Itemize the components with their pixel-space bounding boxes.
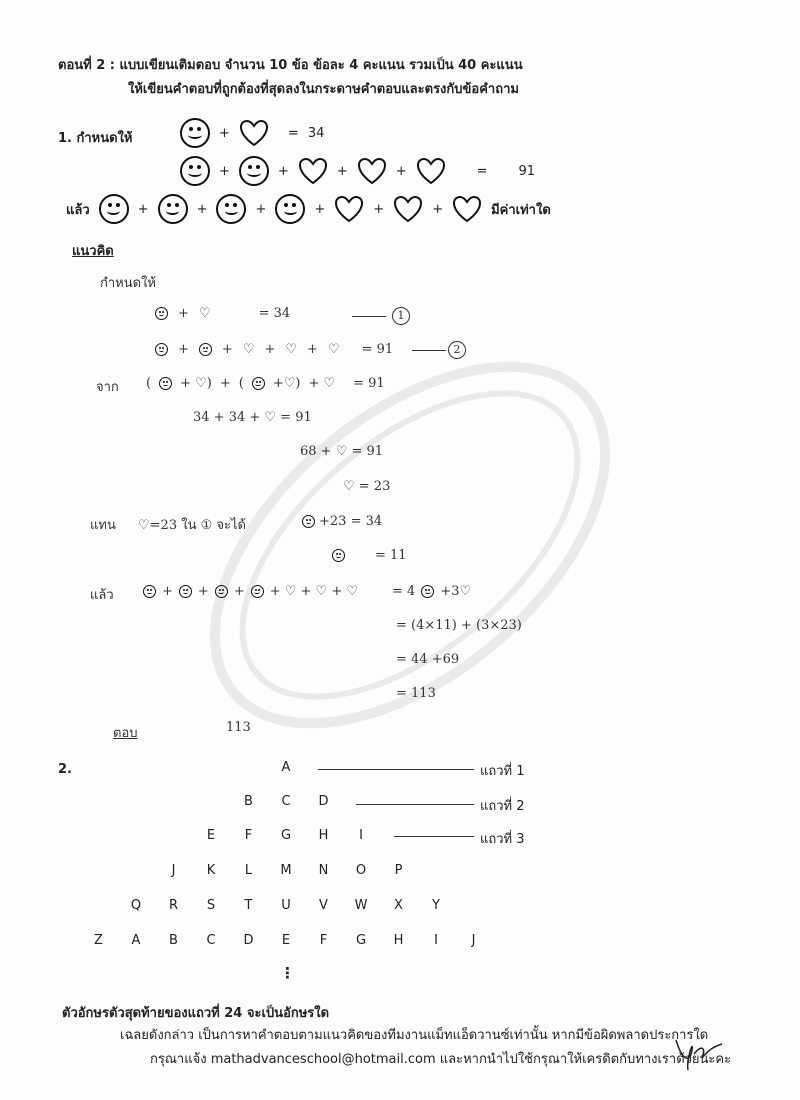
substitute-label: แทน — [90, 518, 116, 533]
grid-letter: S — [206, 898, 216, 913]
grid-letter: W — [354, 898, 368, 913]
substitute-result: +23 = 34 — [319, 514, 383, 529]
smiley-icon — [216, 194, 246, 224]
answer-value: 113 — [226, 720, 251, 735]
then-label: แล้ว — [66, 202, 90, 218]
heart-icon — [334, 195, 364, 223]
plus-sign: + — [137, 201, 149, 217]
smiley-icon — [332, 549, 345, 562]
grid-letter: X — [394, 898, 403, 913]
step1-connector — [352, 316, 386, 317]
grid-letter: H — [393, 933, 404, 948]
solution-line-c: ♡ = 23 — [343, 479, 391, 494]
smiley-icon — [251, 585, 264, 598]
plus-sign: + — [432, 201, 444, 217]
smiley-icon — [180, 156, 210, 186]
eq1-result: 34 — [307, 125, 325, 141]
row-3-leader — [394, 836, 474, 837]
grid-letter: T — [244, 898, 253, 913]
grid-letter: H — [318, 828, 329, 843]
smiley-icon — [252, 377, 265, 390]
step2-tag: 2 — [448, 341, 466, 359]
plus-sign: + — [219, 125, 230, 141]
smiley-icon — [215, 585, 228, 598]
then-line: + + + + ♡ + ♡ + ♡ = 4 +3♡ — [143, 584, 471, 599]
eq2-result: 91 — [518, 163, 536, 179]
calc-3: = 113 — [396, 686, 436, 701]
question-1-number: 1. กำหนดให้ — [58, 131, 133, 146]
question-ask: มีค่าเท่าใด — [491, 202, 551, 218]
smiley-icon — [158, 194, 188, 224]
grid-letter: C — [206, 933, 216, 948]
grid-letter: D — [318, 794, 329, 809]
grid-letter: K — [206, 863, 216, 878]
grid-letter: Q — [130, 898, 142, 913]
row-label-1: แถวที่ 1 — [480, 764, 525, 779]
plus-sign: + — [314, 201, 326, 217]
calc-2: = 44 +69 — [396, 652, 460, 667]
grid-letter: G — [280, 828, 292, 843]
then-result-2: +3♡ — [440, 584, 472, 599]
section-header: ตอนที่ 2 : แบบเขียนเติมตอบ จำนวน 10 ข้อ ข้อละ 4 คะแนน รวมเป็น 40 คะแนน — [58, 58, 523, 73]
q1-equation-1 — [180, 118, 324, 148]
plus-sign: + — [277, 163, 289, 179]
solution-step-2: + + ♡ + ♡ + ♡ = 91 — [155, 342, 393, 357]
continuation-dots: ⋮ — [280, 964, 295, 982]
grid-letter: J — [171, 863, 176, 878]
solution-step-1: + ♡ = 34 — [155, 306, 290, 321]
grid-letter: Y — [432, 898, 440, 913]
grid-letter: O — [355, 863, 367, 878]
grid-letter: D — [243, 933, 254, 948]
question-2-text: ตัวอักษรตัวสุดท้ายของแถวที่ 24 จะเป็นอักษรใด — [62, 1006, 330, 1021]
from-label: จาก — [96, 380, 119, 395]
step1-tag: 1 — [392, 307, 410, 325]
signature-mark — [672, 1030, 732, 1074]
grid-letter: F — [244, 828, 253, 843]
grid-letter: C — [281, 794, 291, 809]
solution-from-line: ( + ♡) + ( +♡) + ♡ = 91 — [146, 376, 385, 391]
smiley-icon — [155, 343, 168, 356]
smiley-icon — [159, 377, 172, 390]
footer-line-1: เฉลยดังกล่าว เป็นการหาคำตอบตามแนวคิดของทีมงานแม็ทแอ็ดวานซ์เท่านั้น หากมีข้อผิดพลาดประการใด — [120, 1028, 709, 1043]
plus-sign: + — [255, 201, 267, 217]
grid-letter: M — [280, 863, 292, 878]
heart-icon — [298, 157, 328, 185]
step2-connector — [412, 350, 446, 351]
heart-icon — [393, 195, 423, 223]
grid-letter: E — [281, 933, 291, 948]
answer-label: ตอบ — [113, 726, 138, 741]
smiley-icon — [99, 194, 129, 224]
row-1-leader — [318, 769, 474, 770]
equals-sign: = — [287, 125, 299, 141]
heart-icon — [239, 119, 269, 147]
grid-letter: I — [434, 933, 438, 948]
grid-letter: B — [169, 933, 178, 948]
solution-line-a: 34 + 34 + ♡ = 91 — [193, 410, 312, 425]
grid-letter: E — [206, 828, 216, 843]
plus-sign: + — [196, 201, 208, 217]
calc-1: = (4×11) + (3×23) — [396, 618, 522, 633]
smiley-icon — [275, 194, 305, 224]
heart-icon — [452, 195, 482, 223]
then-label-solution: แล้ว — [90, 588, 114, 603]
grid-letter: V — [319, 898, 328, 913]
smiley-icon — [155, 307, 168, 320]
row-label-2: แถวที่ 2 — [480, 799, 525, 814]
plus-sign: + — [395, 163, 407, 179]
grid-letter: Z — [94, 933, 103, 948]
heart-icon — [357, 157, 387, 185]
grid-letter: A — [281, 760, 291, 775]
q1-question-line — [66, 194, 551, 224]
smiley-icon — [302, 515, 315, 528]
grid-letter: B — [244, 794, 253, 809]
grid-letter: P — [394, 863, 403, 878]
equals-sign: = — [476, 163, 488, 179]
smiley-icon — [239, 156, 269, 186]
grid-letter: F — [319, 933, 328, 948]
plus-sign: + — [373, 201, 385, 217]
plus-sign: + — [219, 163, 230, 179]
then-result: = 4 — [392, 584, 416, 599]
smile-value-line — [332, 548, 407, 563]
smiley-icon — [143, 585, 156, 598]
smiley-icon — [421, 585, 434, 598]
substitute-line — [302, 514, 382, 529]
solution-line-b: 68 + ♡ = 91 — [300, 444, 384, 459]
grid-letter: N — [318, 863, 329, 878]
footer-line-2: กรุณาแจ้ง mathadvanceschool@hotmail.com และหากนำไปใช้กรุณาให้เครดิตกับทางเราด้วยนะคะ — [150, 1052, 732, 1067]
section-instruction: ให้เขียนคำตอบที่ถูกต้องที่สุดลงในกระดาษคำตอบและตรงกับข้อคำถาม — [128, 82, 519, 97]
from-result: = 91 — [353, 376, 385, 391]
question-2-number: 2. — [58, 762, 72, 777]
row-label-3: แถวที่ 3 — [480, 832, 525, 847]
step2-result: = 91 — [361, 342, 394, 357]
row-2-leader — [356, 804, 474, 805]
solution-heading: แนวคิด — [72, 244, 114, 259]
grid-letter: L — [244, 863, 253, 878]
q1-equation-2 — [180, 156, 535, 186]
solution-given: กำหนดให้ — [100, 276, 156, 291]
step1-result: = 34 — [258, 306, 291, 321]
smiley-icon — [179, 585, 192, 598]
grid-letter: A — [131, 933, 141, 948]
grid-letter: U — [281, 898, 291, 913]
smiley-icon — [180, 118, 210, 148]
smile-value: = 11 — [375, 548, 407, 563]
grid-letter: R — [168, 898, 179, 913]
plus-sign: + — [336, 163, 348, 179]
substitute-text: ♡=23 ใน ① จะได้ — [138, 518, 246, 533]
smiley-icon — [199, 343, 212, 356]
grid-letter: I — [359, 828, 363, 843]
grid-letter: G — [355, 933, 367, 948]
heart-icon — [416, 157, 446, 185]
grid-letter: J — [471, 933, 476, 948]
